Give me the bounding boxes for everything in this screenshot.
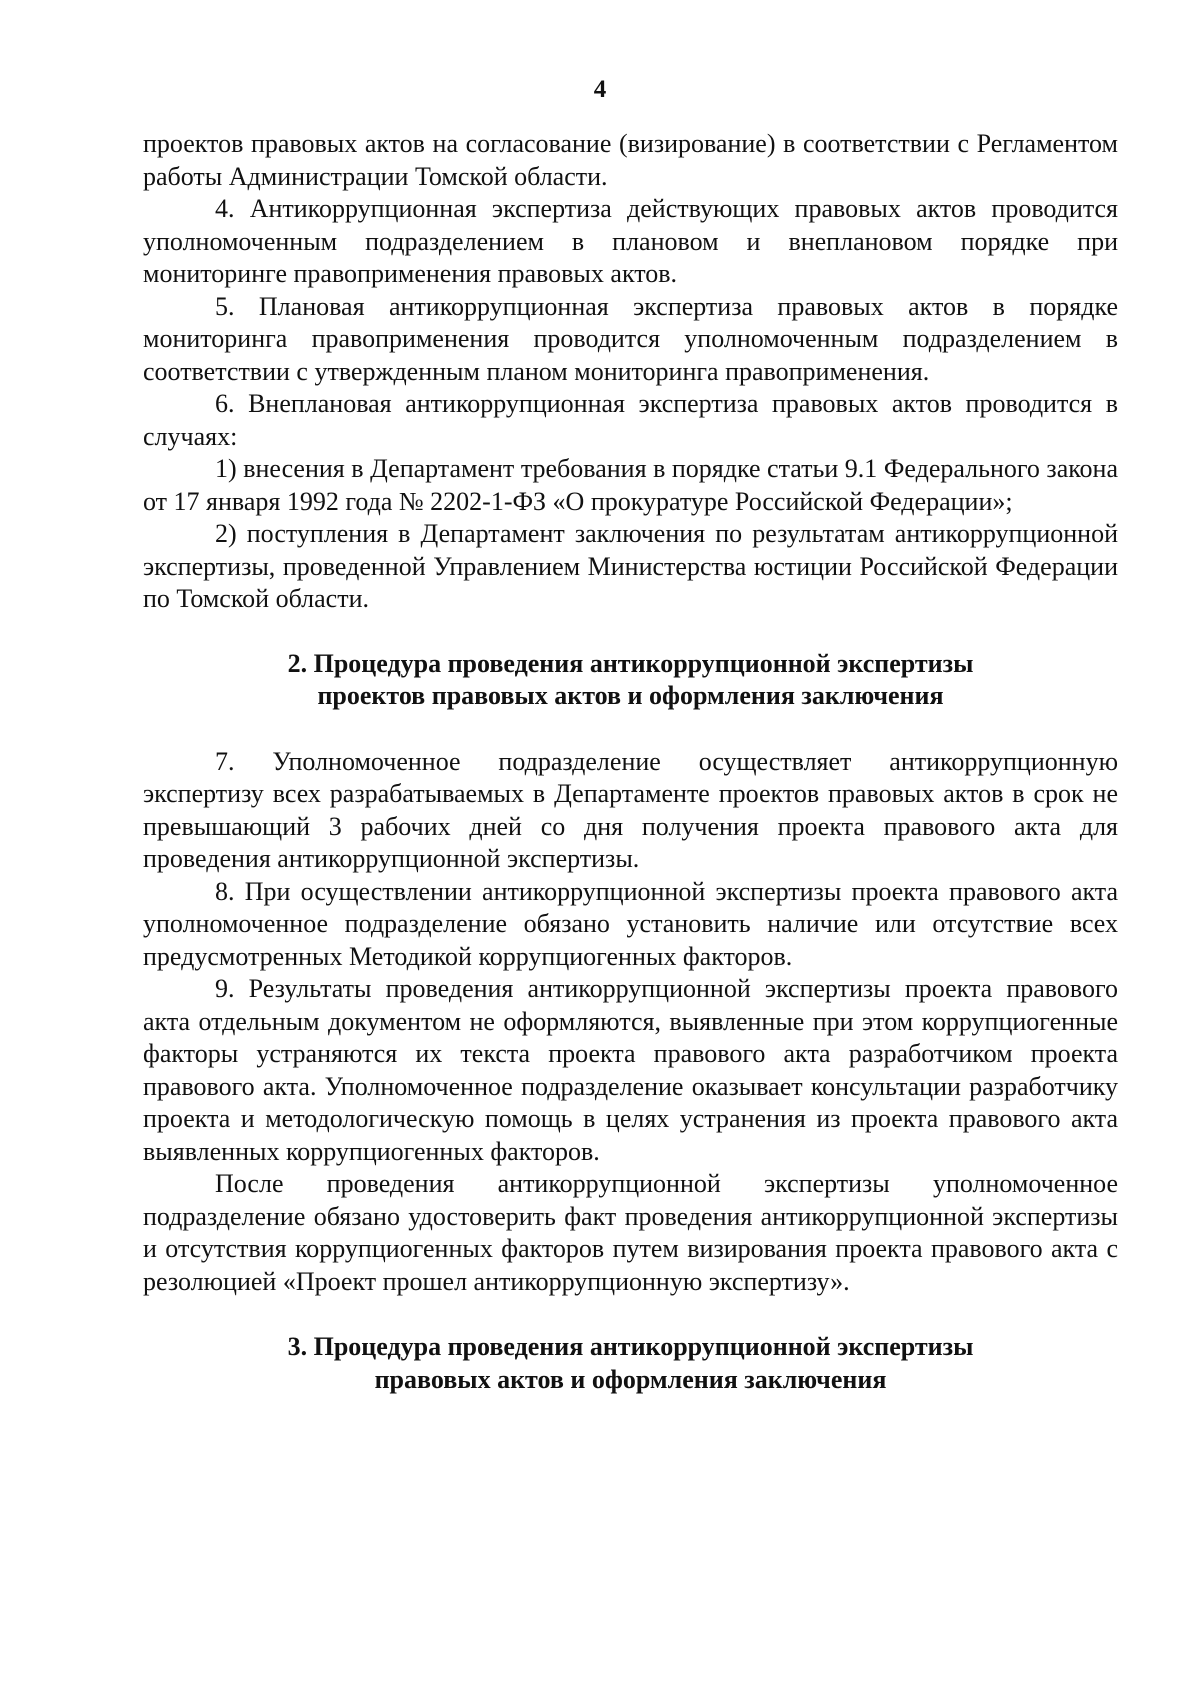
paragraph-item-8: 8. При осуществлении антикоррупционной экспертизы проекта правового акта уполномоченное подразделение обязано установить наличие или отсутствие всех предусмотренных Методикой коррупциогенных факторов. — [143, 876, 1118, 971]
section-heading-2-line-2: проектов правовых актов и оформления заключения — [317, 681, 944, 710]
section-heading-3-line-2: правовых актов и оформления заключения — [374, 1364, 887, 1394]
paragraph-item-4: 4. Антикоррупционная экспертиза действующих правовых актов проводится уполномоченным подразделением в плановом и внеплановом порядке при мониторинге правоприменения правовых актов. — [143, 194, 1118, 288]
section-heading-2 — [143, 648, 1118, 713]
paragraph-subitem-1: 1) внесения в Департамент требования в порядке статьи 9.1 Федерального закона от 17 января 1992 года № 2202-1-ФЗ «О прокуратуре Российской Федерации»; — [143, 454, 1118, 516]
paragraph-subitem-2: 2) поступления в Департамент заключения по результатам антикоррупционной экспертизы, проведенной Управлением Министерства юстиции Российской Федерации по Томской области. — [143, 519, 1118, 613]
paragraph-item-5: 5. Плановая антикоррупционная экспертиза правовых актов в порядке мониторинга правоприменения проводится уполномоченным подразделением в соответствии с утвержденным планом мониторинга правоприменения. — [143, 291, 1118, 386]
section-heading-3-line-1: 3. Процедура проведения антикоррупционной экспертизы — [287, 1332, 974, 1361]
paragraph-item-7: 7. Уполномоченное подразделение осуществляет антикоррупционную экспертизу всех разрабатываемых в Департаменте проектов правовых актов в срок не превышающий 3 рабочих дней со дня получения проекта правового акта для проведения антикоррупционной экспертизы. — [143, 746, 1118, 873]
paragraph-continuation: проектов правовых актов на согласование (визирование) в соответствии с Регламентом работы Администрации Томской области. — [143, 129, 1118, 191]
paragraph-item-9: 9. Результаты проведения антикоррупционной экспертизы проекта правового акта отдельным документом не оформляются, выявленные при этом коррупциогенные факторы устраняются их текста проекта правового акта разработчиком проекта правового акта. Уполномоченное подразделение оказывает консультации разработчику проекта и методологическую помощь в целях устранения из проекта правового акта выявленных коррупциогенных факторов. — [143, 974, 1118, 1166]
document-body — [143, 128, 1118, 1396]
paragraph-after-expertise: После проведения антикоррупционной экспертизы уполномоченное подразделение обязано удостоверить факт проведения антикоррупционной экспертизы и отсутствия коррупциогенных факторов путем визирования проекта правового акта с резолюцией «Проект прошел антикоррупционную экспертизу». — [143, 1169, 1118, 1296]
section-heading-3 — [143, 1331, 1118, 1396]
section-heading-2-line-1: 2. Процедура проведения антикоррупционной экспертизы — [287, 648, 974, 678]
page-number: 4 — [593, 76, 607, 103]
paragraph-item-6: 6. Внеплановая антикоррупционная экспертиза правовых актов проводится в случаях: — [143, 389, 1118, 451]
